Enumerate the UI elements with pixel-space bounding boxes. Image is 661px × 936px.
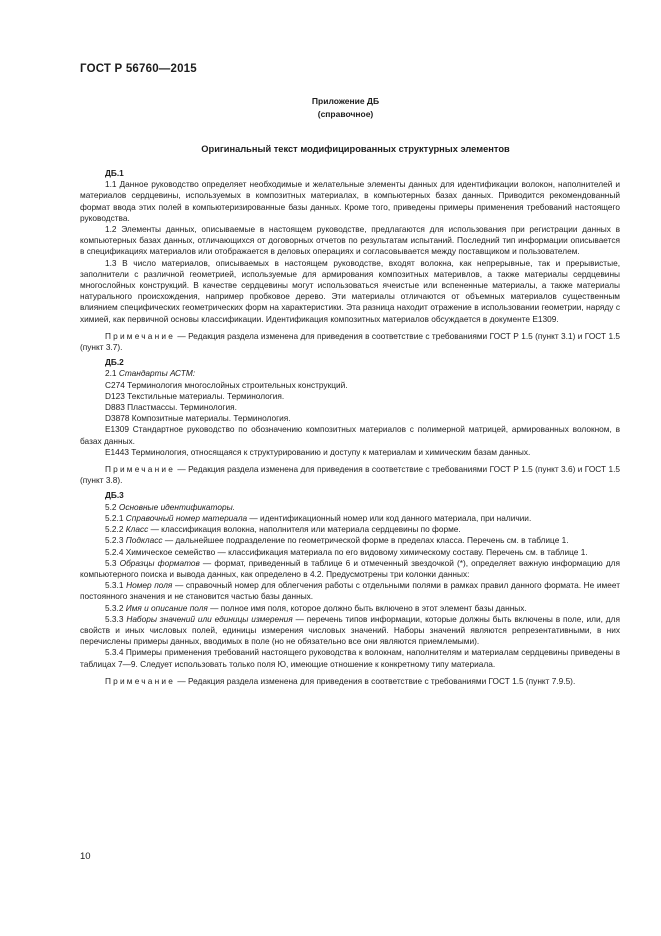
note-label: Примечание xyxy=(105,464,176,475)
note-db2 xyxy=(80,464,620,486)
standard-item: E1309 Стандартное руководство по обозначению композитных материалов с полимерной матрицей, армированных волокном, в базах данных. xyxy=(80,424,620,446)
clause-5-2-3: 5.2.3 Подкласс — дальнейшее подразделение по геометрической форме в пределах класса. Перечень см. в таблице 1. xyxy=(105,535,569,546)
document-body xyxy=(80,168,620,687)
note-text: — Редакция раздела изменена для приведения в соответствие с требованиями ГОСТ 1.5 (пункт 7.9.5). xyxy=(175,675,576,686)
clause-5-2-4: 5.2.4 Химическое семейство — классификация материала по его видовому химическому составу. Перечень см. в таблице 1. xyxy=(105,546,588,557)
note-db3 xyxy=(80,676,620,687)
clause-5-3-2: 5.3.2 Имя и описание поля — полное имя поля, которое должно быть включено в этот элемент базы данных. xyxy=(105,602,527,613)
clause-5-2-1: 5.2.1 Справочный номер материала — идентификационный номер или код данного материала, при наличии. xyxy=(105,512,532,523)
standards-title: Стандарты АСТМ: xyxy=(118,368,196,379)
paragraph-1-2: 1.2 Элементы данных, описываемые в настоящем руководстве, предлагаются для использования при регистрации данных в компьютерных базах данных, отличающихся от договорных отчетов по результатам испытаний. Последний тип информации описывается в спецификациях материалов или отображается в деловых операциях и согласовывается между поставщиком и пользователем. xyxy=(80,224,620,257)
standard-item: D123 Текстильные материалы. Терминология. xyxy=(105,390,285,401)
paragraph-1-1: 1.1 Данное руководство определяет необходимые и желательные элементы данных для идентификации волокон, наполнителей и материалов сердцевины, используемых в композитных материалах, в компьютерных базах данных. Приводится рекомендованный формат ввода этих полей в компьютеризированные базы данных. Кроме того, приведены примеры применения требований настоящего руководства. xyxy=(80,179,620,223)
paragraph-1-3: 1.3 В число материалов, описываемых в настоящем руководстве, входят волокна, как непрерывные, так и прерывистые, заполнители с различной геометрией, используемые для армирования композитных материвлов, а также материалы сердцевины многослойных конструкций. В качестве сердцевины могут использоваться ячеистые или вспененные материалы, а также материалы натурального происхождения, например пробковое дерево. Эти материалы отличаются от объемных материалов существенным влиянием специфических геометрических форм на характеристики. Эта разница находит отражение в использовании геометрии, наряду с химией, как первичной основы классификации. Идентификация композитных материалов обсуждается в документе Е1309. xyxy=(80,257,620,324)
note-db1 xyxy=(80,331,620,353)
heading-db1: ДБ.1 xyxy=(105,168,124,178)
clause-5-3: 5.3 Образцы форматов — формат, приведенный в таблице 6 и отмеченный звездочкой (*), определяет важную информацию для компьютерного поиска и вывода данных, как определено в 4.2. Предусмотрены три колонки данных: xyxy=(80,557,620,579)
note-label: Примечание xyxy=(105,330,176,341)
standard-item: C274 Терминология многослойных строительных конструкций. xyxy=(105,379,348,390)
annex-title: Приложение ДБ xyxy=(311,96,380,106)
standard-item: D3878 Композитные материалы. Терминология. xyxy=(105,413,291,424)
standard-item: E1443 Терминология, относящаяся к структурированию и доступу к материалам и химическим базам данных. xyxy=(105,446,531,457)
heading-db2: ДБ.2 xyxy=(105,357,124,368)
note-text: — Редакция раздела изменена для приведения в соответствие с требованиями ГОСТ Р 1.5 (пункт 3.1) и ГОСТ 1.5 (пункт 3.7). xyxy=(80,330,620,353)
page-number: 10 xyxy=(80,851,91,862)
clause-5-2: 5.2 Основные идентификаторы. xyxy=(105,501,236,512)
note-label: Примечание xyxy=(105,675,176,686)
standard-item: D883 Пластмассы. Терминология. xyxy=(105,402,237,413)
heading-db3: ДБ.3 xyxy=(105,490,124,501)
clause-5-2-2: 5.2.2 Класс — классификация волокна, наполнителя или материала сердцевины по форме. xyxy=(105,524,461,535)
clause-5-3-1: 5.3.1 Номер поля — справочный номер для облегчения работы с отдельными полями в рамках правил данного формата. Не имеет постоянного значения и не становится частью базы данных. xyxy=(80,580,621,602)
note-text: — Редакция раздела изменена для приведения в соответствие с требованиями ГОСТ Р 1.5 (пункт 3.6) и ГОСТ 1.5 (пункт 3.8). xyxy=(80,464,620,486)
section-title: Оригинальный текст модифицированных структурных элементов xyxy=(201,144,510,154)
clause-5-3-4: 5.3.4 Примеры применения требований настоящего руководства к волокнам, наполнителям и материалам сердцевины приведены в таблицах 7—9. Следует использовать только поля Ю, имеющие отношение к конкретному типу материала. xyxy=(80,647,620,669)
annex-type: (справочное) xyxy=(317,109,374,119)
clause-5-3-3: 5.3.3 Наборы значений или единицы измерения — перечень типов информации, которые должны быть включены в поле, или, для свойств и иных числовых полей, единицы измерения числовых значений. Наборы значений являются репрезентативными, в них перечислены примеры данных, вводимых в поле (но не обязательно все они являются приемлемыми). xyxy=(80,613,620,647)
document-header: ГОСТ Р 56760—2015 xyxy=(80,63,197,75)
subsection-2-1: 2.1 Стандарты АСТМ: xyxy=(105,368,196,379)
